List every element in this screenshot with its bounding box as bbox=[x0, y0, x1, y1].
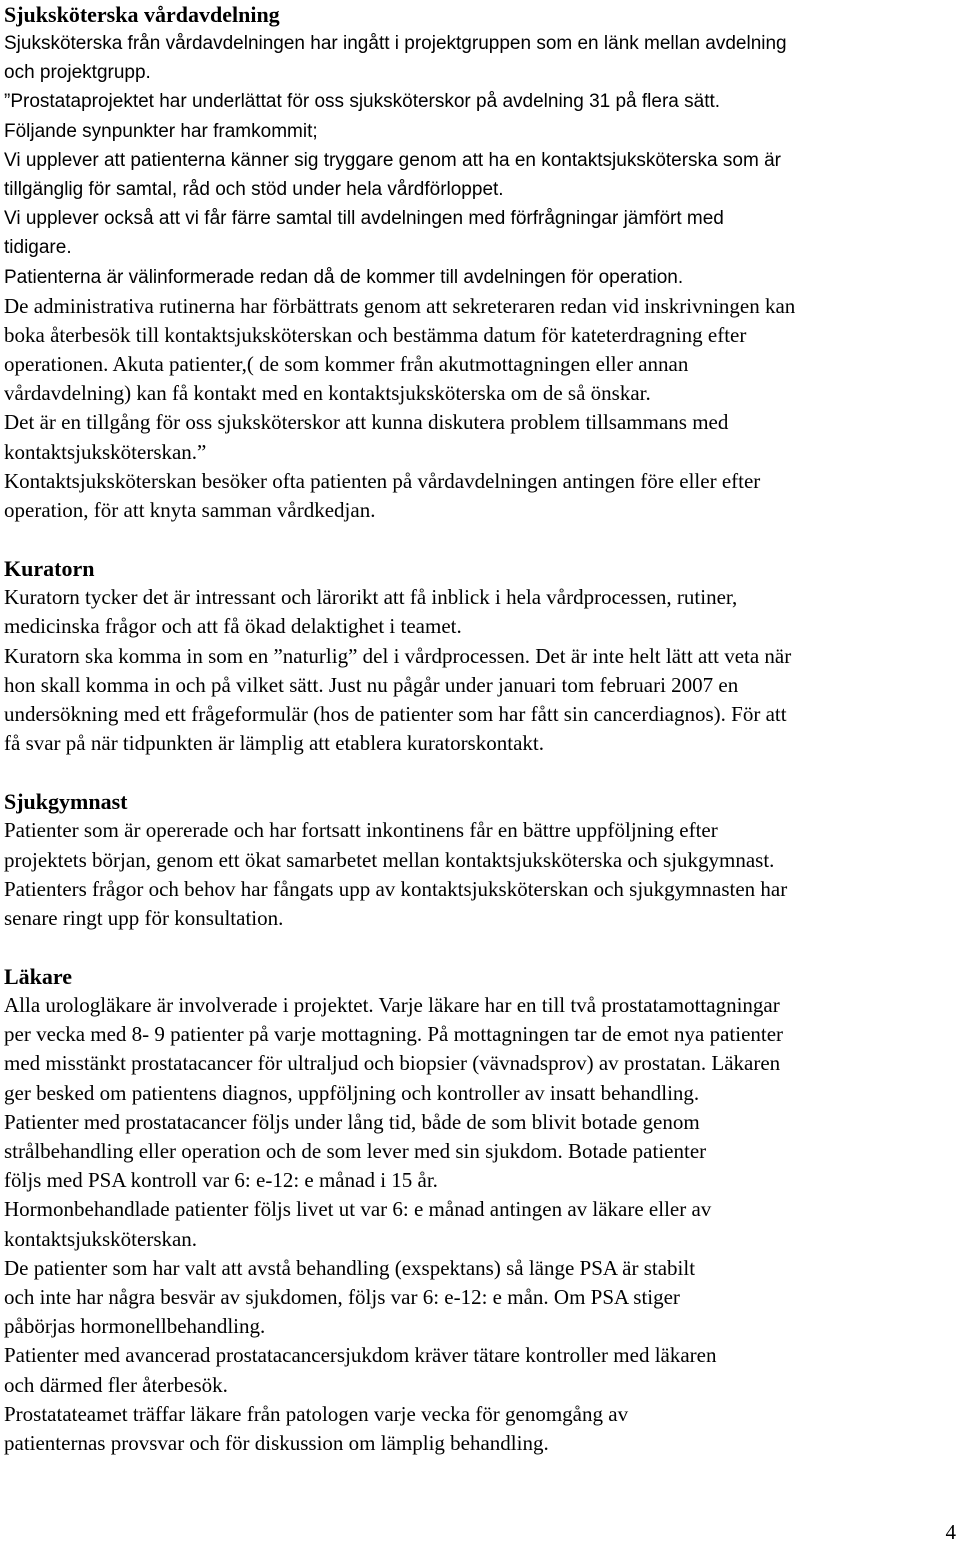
body-text-line: boka återbesök till kontaktsjuksköterskan och bestämma datum för kateterdragning efter bbox=[4, 322, 747, 347]
body-text-line: få svar på när tidpunkten är lämplig att etablera kuratorskontakt. bbox=[4, 731, 544, 756]
section-heading: Läkare bbox=[4, 964, 73, 990]
body-text-line: Prostatateamet träffar läkare från patologen varje vecka för genomgång av bbox=[4, 1401, 629, 1426]
body-text-line: kontaktsjuksköterskan.” bbox=[4, 439, 207, 464]
section-body bbox=[4, 29, 958, 525]
body-text-line: De patienter som har valt att avstå behandling (exspektans) så länge PSA är stabilt bbox=[4, 1255, 696, 1280]
section-heading: Sjukgymnast bbox=[4, 789, 128, 815]
body-text-line: och inte har några besvär av sjukdomen, följs var 6: e-12: e mån. Om PSA stiger bbox=[4, 1284, 680, 1309]
body-text-line: hon skall komma in och på vilket sätt. Just nu pågår under januari tom februari 2007 en bbox=[4, 672, 739, 697]
body-text-line: ”Prostataprojektet har underlättat för oss sjuksköterskor på avdelning 31 på flera sätt. bbox=[4, 91, 721, 113]
body-text-line: tillgänglig för samtal, råd och stöd under hela vårdförloppet. bbox=[4, 178, 504, 200]
body-text-line: patienternas provsvar och för diskussion om lämplig behandling. bbox=[4, 1430, 549, 1455]
body-text-line: och därmed fler återbesök. bbox=[4, 1372, 228, 1397]
body-text-line: De administrativa rutinerna har förbättrats genom att sekreteraren redan vid inskrivningen kan bbox=[4, 293, 796, 318]
section-spacer bbox=[4, 758, 958, 787]
body-text-line: operation, för att knyta samman vårdkedjan. bbox=[4, 498, 376, 522]
body-text-line: Patienter med prostatacancer följs under lång tid, både de som blivit botade genom bbox=[4, 1109, 700, 1134]
body-text-line: påbörjas hormonellbehandling. bbox=[4, 1314, 266, 1339]
body-text-line: Kuratorn ska komma in som en ”naturlig” del i vårdprocessen. Det är inte helt lätt att veta när bbox=[4, 643, 792, 668]
section-kuratorn bbox=[4, 554, 958, 758]
body-text-line: kontaktsjuksköterskan. bbox=[4, 1226, 198, 1251]
section-heading: Kuratorn bbox=[4, 556, 95, 582]
body-text-line: Patienterna är välinformerade redan då de kommer till avdelningen för operation. bbox=[4, 266, 684, 288]
body-text-line: Vi upplever att patienterna känner sig tryggare genom att ha en kontaktsjuksköterska som är bbox=[4, 149, 781, 171]
section-spacer bbox=[4, 933, 958, 962]
body-text-line: Sjuksköterska från vårdavdelningen har ingått i projektgruppen som en länk mellan avdelning bbox=[4, 33, 787, 54]
document-page bbox=[4, 0, 958, 1458]
body-text-line: strålbehandling eller operation och de som lever med sin sjukdom. Botade patienter bbox=[4, 1139, 707, 1163]
section-sjukskoterska-vardavdelning bbox=[4, 0, 958, 525]
body-text-line: projektets början, genom ett ökat samarbetet mellan kontaktsjuksköterska och sjukgymnast. bbox=[4, 847, 775, 872]
section-body bbox=[4, 583, 958, 758]
body-text-line: tidigare. bbox=[4, 237, 72, 259]
body-text-line: följs med PSA kontroll var 6: e-12: e månad i 15 år. bbox=[4, 1168, 438, 1193]
section-heading: Sjuksköterska vårdavdelning bbox=[4, 2, 280, 27]
body-text-line: Följande synpunkter har framkommit; bbox=[4, 120, 318, 142]
body-text-line: Kontaktsjuksköterskan besöker ofta patienten på vårdavdelningen antingen före eller efter bbox=[4, 468, 761, 493]
body-text-line: och projektgrupp. bbox=[4, 62, 151, 84]
body-text-line: Patienter som är opererade och har fortsatt inkontinens får en bättre uppföljning efter bbox=[4, 818, 718, 843]
body-text-line: operationen. Akuta patienter,( de som kommer från akutmottagningen eller annan bbox=[4, 352, 689, 377]
body-text-line: medicinska frågor och att få ökad delaktighet i teamet. bbox=[4, 614, 462, 639]
section-sjukgymnast bbox=[4, 787, 958, 933]
body-text-line: Kuratorn tycker det är intressant och lärorikt att få inblick i hela vårdprocessen, rutiner, bbox=[4, 585, 738, 610]
page-number: 4 bbox=[945, 1520, 956, 1544]
body-text-line: undersökning med ett frågeformulär (hos de patienter som har fått sin cancerdiagnos). För att bbox=[4, 701, 787, 726]
body-text-line: med misstänkt prostatacancer för ultraljud och biopsier (vävnadsprov) av prostatan. Läkaren bbox=[4, 1051, 781, 1076]
body-text-line: Hormonbehandlade patienter följs livet ut var 6: e månad antingen av läkare eller av bbox=[4, 1197, 712, 1222]
section-spacer bbox=[4, 525, 958, 554]
body-text-line: Det är en tillgång för oss sjuksköterskor att kunna diskutera problem tillsammans med bbox=[4, 410, 729, 435]
body-text-line: Patienters frågor och behov har fångats upp av kontaktsjuksköterskan och sjukgymnasten har bbox=[4, 876, 788, 901]
body-text-line: Patienter med avancerad prostatacancersjukdom kräver tätare kontroller med läkaren bbox=[4, 1343, 717, 1368]
body-text-line: senare ringt upp för konsultation. bbox=[4, 905, 284, 930]
section-body bbox=[4, 816, 958, 933]
body-text-line: vårdavdelning) kan få kontakt med en kontaktsjuksköterska om de så önskar. bbox=[4, 381, 651, 406]
section-lakare bbox=[4, 962, 958, 1458]
body-text-line: ger besked om patientens diagnos, uppföljning och kontroller av insatt behandling. bbox=[4, 1080, 700, 1105]
body-text-line: Alla urologläkare är involverade i projektet. Varje läkare har en till två prostatamottagningar bbox=[4, 993, 780, 1018]
section-body bbox=[4, 991, 958, 1458]
body-text-line: per vecka med 8- 9 patienter på varje mottagning. På mottagningen tar de emot nya patienter bbox=[4, 1022, 784, 1047]
body-text-line: Vi upplever också att vi får färre samtal till avdelningen med förfrågningar jämfört med bbox=[4, 208, 724, 230]
